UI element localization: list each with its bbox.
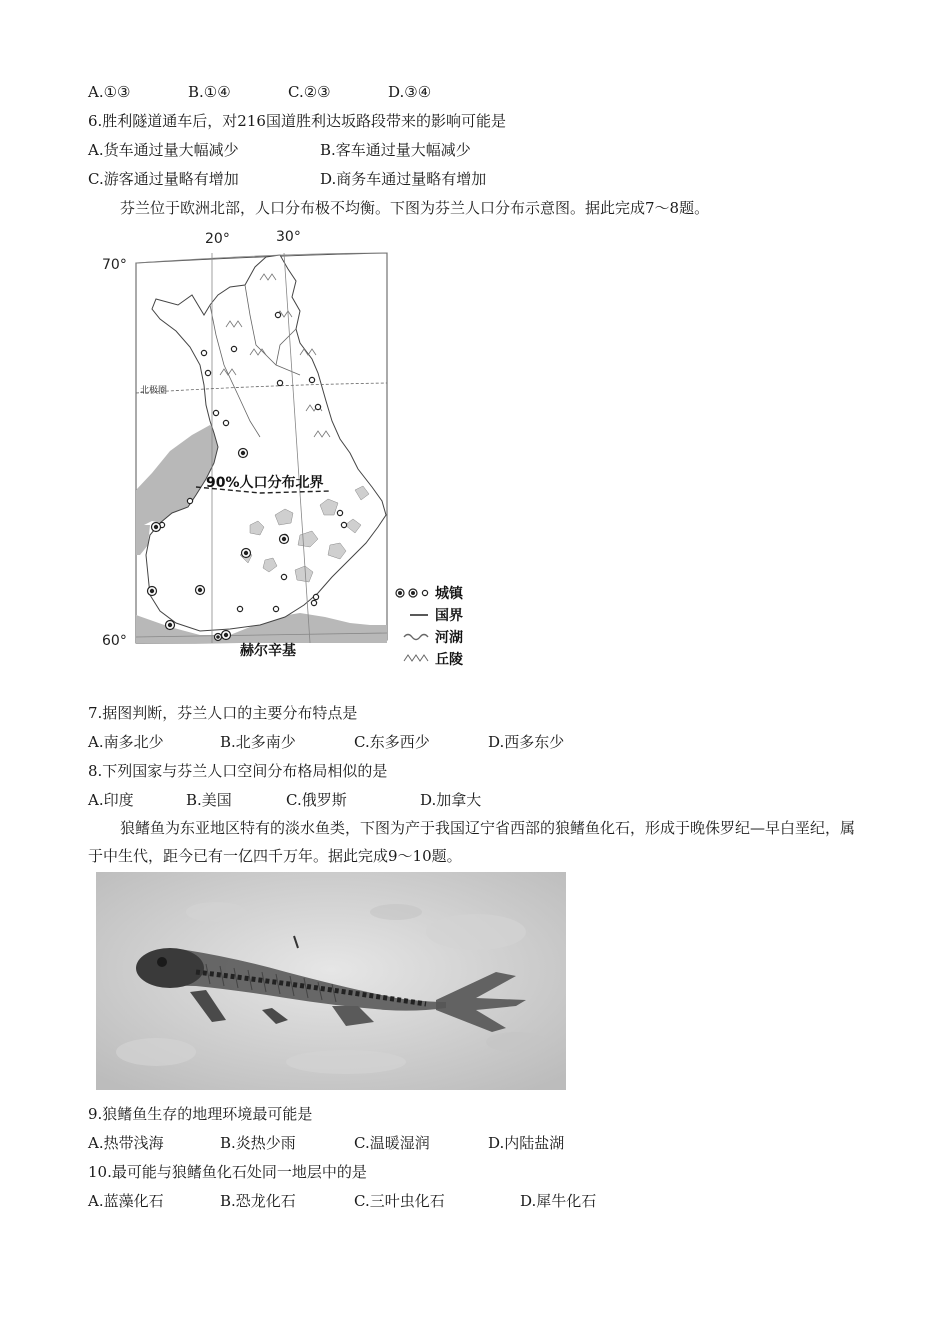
arctic-circle-label: 北极圈 bbox=[140, 386, 168, 396]
town-icon bbox=[396, 589, 428, 597]
q10-option-b: B.恐龙化石 bbox=[220, 1192, 296, 1210]
q8-stem: 8.下列国家与芬兰人口空间分布格局相似的是 bbox=[88, 762, 388, 780]
q7-option-c: C.东多西少 bbox=[354, 733, 430, 751]
legend-river-lake-label: 河湖 bbox=[435, 630, 463, 646]
wolf-fin-fish-fossil-photo bbox=[96, 872, 566, 1090]
map-legend bbox=[396, 585, 464, 668]
lon-label-20: 20° bbox=[205, 231, 230, 247]
q8-option-c: C.俄罗斯 bbox=[286, 791, 347, 809]
q6-option-c: C.游客通过量略有增加 bbox=[88, 170, 239, 188]
q5-option-c: C.②③ bbox=[288, 83, 331, 101]
q10-option-a: A.蓝藻化石 bbox=[88, 1192, 164, 1210]
q9-option-d: D.内陆盐湖 bbox=[488, 1134, 565, 1152]
q8-option-a: A.印度 bbox=[88, 791, 134, 809]
q9-option-b: B.炎热少雨 bbox=[220, 1134, 296, 1152]
q7-option-d: D.西多东少 bbox=[488, 733, 565, 751]
q6-option-d: D.商务车通过量略有增加 bbox=[320, 170, 487, 188]
lat-label-70: 70° bbox=[102, 257, 127, 273]
q8-option-b: B.美国 bbox=[186, 791, 232, 809]
q5-option-d: D.③④ bbox=[388, 83, 432, 101]
lat-label-60: 60° bbox=[102, 633, 127, 649]
q10-stem: 10.最可能与狼鳍鱼化石处同一地层中的是 bbox=[88, 1163, 367, 1181]
q10-option-c: C.三叶虫化石 bbox=[354, 1192, 445, 1210]
q6-option-a: A.货车通过量大幅减少 bbox=[88, 141, 239, 159]
q7-option-b: B.北多南少 bbox=[220, 733, 296, 751]
q9-stem: 9.狼鳍鱼生存的地理环境最可能是 bbox=[88, 1105, 313, 1123]
q9-option-c: C.温暖湿润 bbox=[354, 1134, 430, 1152]
q6-option-b: B.客车通过量大幅减少 bbox=[320, 141, 471, 159]
legend-town-label: 城镇 bbox=[435, 586, 463, 602]
q7-stem: 7.据图判断，芬兰人口的主要分布特点是 bbox=[88, 704, 358, 722]
q10-option-d: D.犀牛化石 bbox=[520, 1192, 597, 1210]
q8-option-d: D.加拿大 bbox=[420, 791, 482, 809]
hill-icon bbox=[404, 655, 428, 661]
intro-7-8: 芬兰位于欧洲北部，人口分布极不均衡。下图为芬兰人口分布示意图。据此完成7～8题。 bbox=[120, 199, 710, 217]
river-lake-icon bbox=[404, 635, 428, 640]
q5-option-a: A.①③ bbox=[88, 83, 131, 101]
population-boundary-label: 90%人口分布北界 bbox=[206, 475, 324, 491]
q9-option-a: A.热带浅海 bbox=[88, 1134, 164, 1152]
q7-option-a: A.南多北少 bbox=[88, 733, 164, 751]
q6-stem: 6.胜利隧道通车后，对216国道胜利达坂路段带来的影响可能是 bbox=[88, 112, 506, 130]
finland-population-map bbox=[100, 225, 490, 670]
intro-9-10: 狼鳍鱼为东亚地区特有的淡水鱼类，下图为产于我国辽宁省西部的狼鳍鱼化石，形成于晚侏罗纪—早白垩纪，属于中生代，距今已有一亿四千万年。据此完成9～10题。 bbox=[88, 819, 856, 865]
legend-hill-label: 丘陵 bbox=[435, 652, 463, 668]
q5-option-b: B.①④ bbox=[188, 83, 231, 101]
legend-border-label: 国界 bbox=[435, 608, 463, 624]
helsinki-label: 赫尔辛基 bbox=[240, 643, 296, 659]
lon-label-30: 30° bbox=[276, 229, 301, 245]
